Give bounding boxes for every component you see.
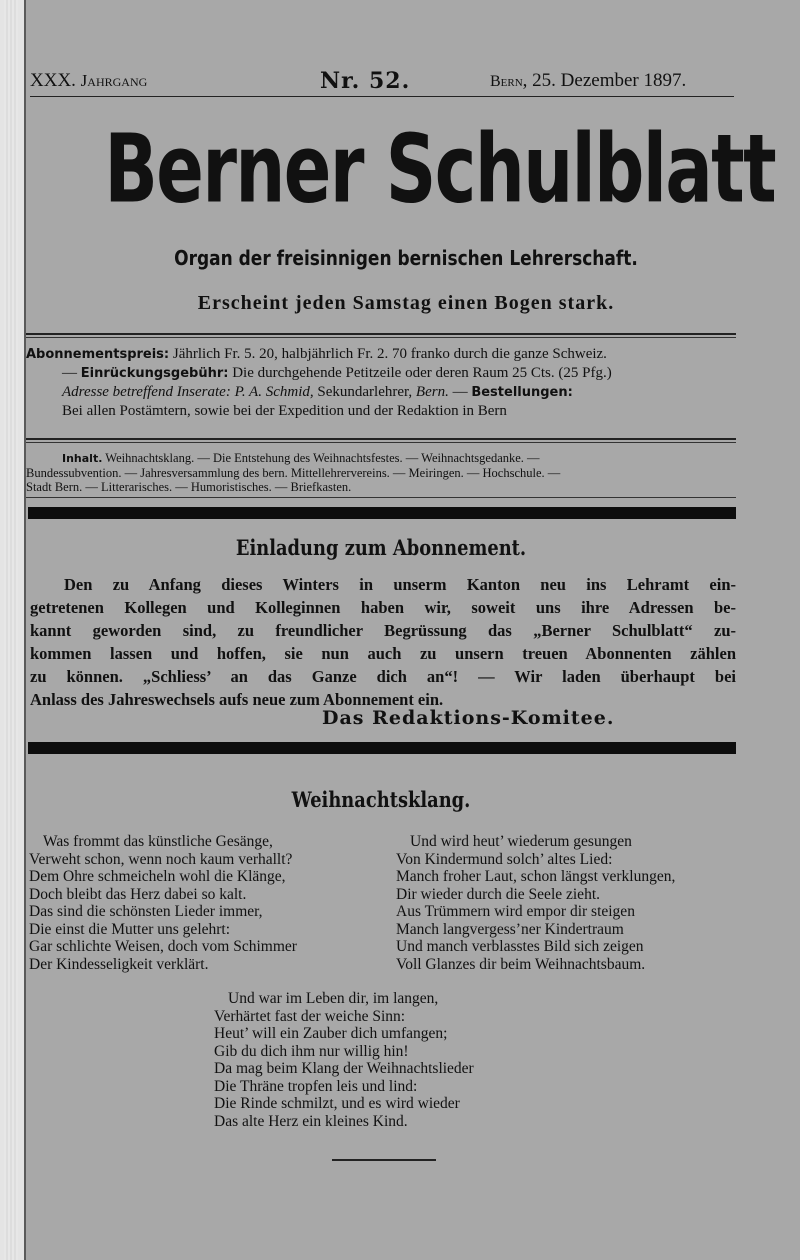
poem-line: Verhärtet fast der weiche Sinn: (214, 1007, 406, 1025)
invitation-heading: Einladung zum Abonnement. (235, 535, 527, 560)
poem-line: Die Rinde schmilzt, und es wird wieder (214, 1095, 460, 1112)
poem-stanza-1 (29, 833, 297, 973)
volume-number: XXX. (30, 70, 81, 91)
contents-line-3: Stadt Bern. — Litterarisches. — Humoristisches. — Briefkasten. (26, 480, 352, 494)
poem-line: Doch bleibt das Herz dabei so kalt. (29, 885, 247, 903)
table-of-contents (26, 451, 746, 494)
poem-line: Gar schlichte Weisen, doch vom Schimmer (29, 938, 297, 955)
issue-date-text: , 25. Dezember 1897. (522, 70, 687, 91)
newspaper-subtitle: Organ der freisinnigen bernischen Lehrerschaft. (174, 246, 638, 270)
newspaper-title: Berner Schulblatt (104, 114, 776, 225)
issue-date (490, 70, 686, 92)
volume-word: Jahrgang (80, 71, 148, 90)
paragraph-line: zu können. „Schliess’ an das Ganze dich an“! — Wir laden überhaupt bei (30, 667, 736, 686)
volume-label (30, 70, 147, 92)
fees-label: Einrückungsgebühr: (80, 366, 229, 381)
poem-line: Von Kindermund solch’ altes Lied: (396, 850, 613, 868)
poem-line: Die einst die Mutter uns gelehrt: (29, 920, 231, 938)
price-label: Abonnementspreis: (26, 347, 170, 362)
address-label: Adresse betreffend Inserate: P. A. Schmid, (62, 384, 314, 400)
info-line-orders: Bei allen Postämtern, sowie bei der Expedition und der Redaktion in Bern (62, 403, 507, 419)
issue-place: Bern (490, 73, 523, 90)
address-city: Bern. (415, 384, 449, 400)
info-line-fees (26, 364, 746, 383)
poem-line: Aus Trümmern wird empor dir steigen (396, 903, 635, 920)
publication-frequency: Erscheint jeden Samstag einen Bogen stark. (197, 292, 615, 314)
end-rule (332, 1159, 436, 1161)
poem-line: Manch langvergess’ner Kindertraum (396, 920, 624, 938)
contents-line-1 (26, 451, 746, 466)
poem-line: Manch froher Laut, schon längst verklungen, (396, 868, 676, 885)
info-double-rule (26, 438, 736, 443)
poem-line: Da mag beim Klang der Weihnachtslieder (214, 1060, 474, 1077)
masthead-rule (30, 96, 734, 97)
poem-line: Und manch verblasstes Bild sich zeigen (396, 938, 644, 955)
fees-text: Die durchgehende Petitzeile oder deren Raum 25 Cts. (25 Pfg.) (228, 365, 612, 381)
poem-line: Und war im Leben dir, im langen, (228, 990, 439, 1007)
poem-line: Der Kindesseligkeit verklärt. (29, 955, 209, 973)
poem-line: Das sind die schönsten Lieder immer, (29, 903, 263, 920)
invitation-signature: Das Redaktions-Komitee. (322, 707, 615, 729)
newspaper-page (26, 0, 800, 1260)
orders-label: Bestellungen: (471, 385, 573, 400)
address-role: Sekundarlehrer, (313, 384, 416, 400)
info-line-price (26, 345, 746, 364)
section-divider-bar (28, 507, 736, 519)
issue-number: Nr. 52. (320, 68, 411, 94)
paragraph-line: kommen lassen und hoffen, sie nun auch zu unsern treuen Abonnenten zählen (30, 644, 736, 663)
poem-title: Weihnachtsklang. (291, 787, 471, 812)
section-divider-bar (28, 742, 736, 754)
poem-line: Gib du dich ihm nur willig hin! (214, 1042, 409, 1060)
paragraph-line: getretenen Kollegen und Kolleginnen haben wir, soweit uns ihre Adressen be- (30, 598, 736, 617)
contents-text: Weihnachtsklang. — Die Entstehung des Weihnachtsfestes. — Weihnachtsgedanke. — (102, 451, 540, 465)
contents-line-2: Bundessubvention. — Jahresversammlung des bern. Mittellehrervereins. — Meiringen. — Hochschule. — (26, 466, 561, 480)
subscription-info (26, 345, 746, 421)
dash: — (448, 384, 472, 400)
poem-line: Dir wieder durch die Seele zieht. (396, 885, 600, 903)
header-double-rule (26, 333, 736, 338)
poem-line: Voll Glanzes dir beim Weihnachtsbaum. (396, 955, 646, 973)
poem-line: Die Thräne tropfen leis und lind: (214, 1077, 418, 1095)
poem-line: Heut’ will ein Zauber dich umfangen; (214, 1025, 448, 1042)
paragraph-line: Anlass des Jahreswechsels aufs neue zum Abonnement ein. (30, 690, 444, 709)
page-binding-edge (0, 0, 26, 1260)
poem-stanza-3 (214, 990, 474, 1130)
poem-line: Dem Ohre schmeicheln wohl die Klänge, (29, 868, 286, 885)
contents-label: Inhalt. (62, 452, 103, 465)
poem-line: Verweht schon, wenn noch kaum verhallt? (29, 850, 293, 868)
paragraph-line: Den zu Anfang dieses Winters in unserm Kanton neu ins Lehramt ein- (64, 575, 736, 594)
info-line-address (26, 383, 746, 402)
dash: — (62, 365, 81, 381)
poem-stanza-2 (396, 833, 675, 973)
paragraph-line: kannt geworden sind, zu freundlicher Begrüssung das „Berner Schulblatt“ zu- (30, 621, 736, 640)
invitation-paragraph (30, 573, 736, 711)
poem-line: Und wird heut’ wiederum gesungen (410, 833, 632, 850)
poem-line: Was frommt das künstliche Gesänge, (43, 833, 273, 850)
contents-double-rule (26, 495, 736, 498)
poem-line: Das alte Herz ein kleines Kind. (214, 1112, 408, 1130)
price-text: Jährlich Fr. 5. 20, halbjährlich Fr. 2. 70 franko durch die ganze Schweiz. (169, 346, 607, 362)
